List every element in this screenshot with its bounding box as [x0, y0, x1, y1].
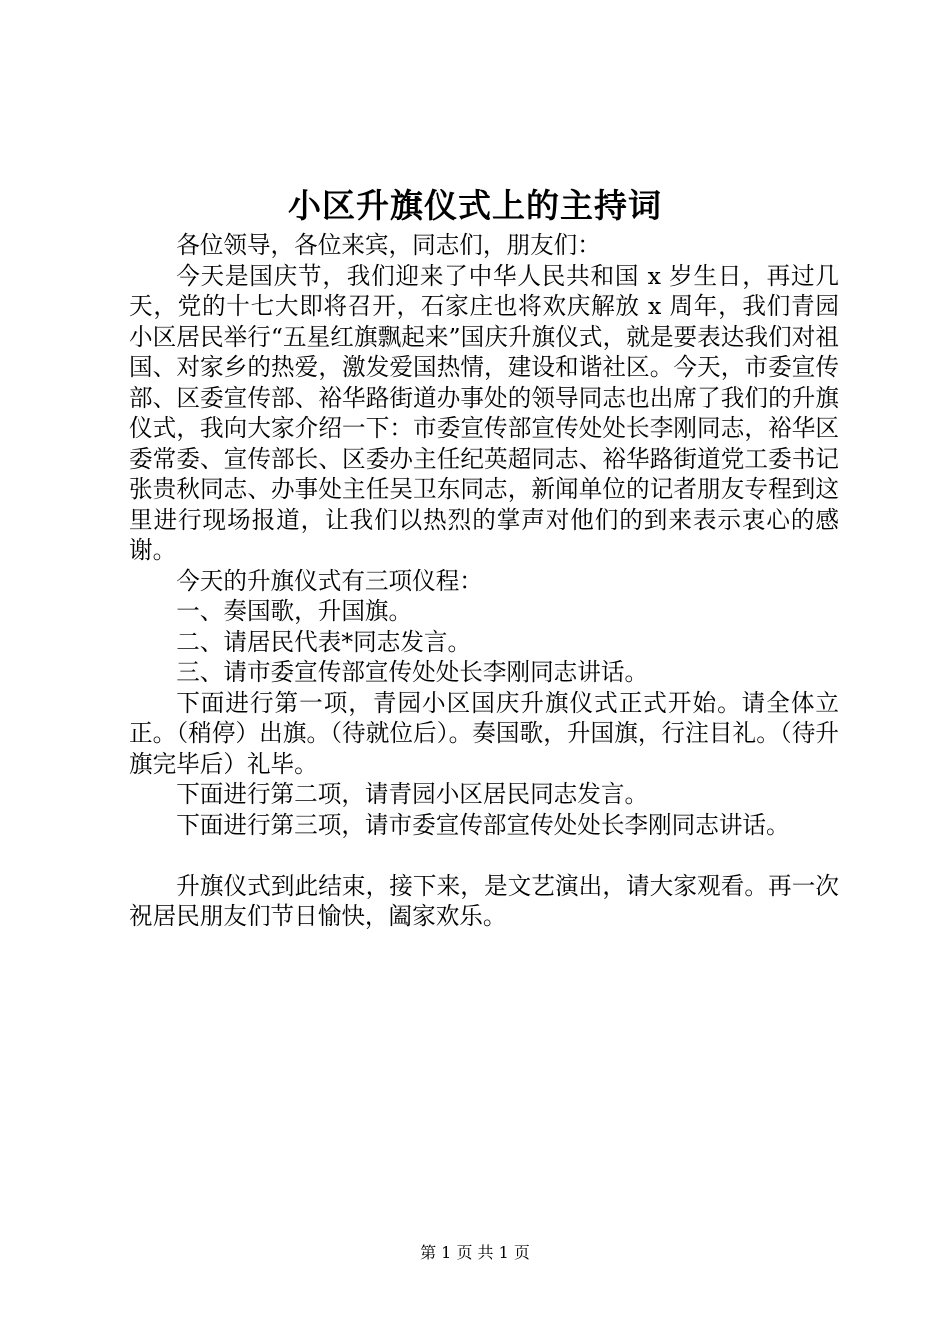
document-body — [129, 230, 839, 932]
step-2-paragraph: 下面进行第二项，请青园小区居民同志发言。 — [176, 780, 649, 808]
agenda-item-2: 二、请居民代表*同志发言。 — [176, 627, 472, 656]
greeting-paragraph: 各位领导，各位来宾，同志们，朋友们： — [176, 231, 601, 259]
agenda-item-3: 三、请市委宣传部宣传处处长李刚同志讲话。 — [176, 658, 649, 686]
closing-paragraph: 升旗仪式到此结束，接下来，是文艺演出，请大家观看。再一次祝居民朋友们节日愉快，阖家欢乐。 — [129, 871, 839, 930]
agenda-intro-paragraph: 今天的升旗仪式有三项仪程： — [176, 566, 483, 595]
document-title: 小区升旗仪式上的主持词 — [288, 186, 662, 225]
step-3-paragraph: 下面进行第三项，请市委宣传部宣传处处长李刚同志讲话。 — [176, 810, 790, 839]
introduction-paragraph: 今天是国庆节，我们迎来了中华人民共和国 x 岁生日，再过几天，党的十七大即将召开，石家庄也将欢庆解放 x 周年，我们青园小区居民举行“五星红旗飘起来”国庆升旗仪式，就是要表达我们对祖国、对家乡的热爱，激发爱国热情，建设和谐社区。今天，市委宣传部、区委宣传部、裕华路街道办事处的领导同志也出席了我们的升旗仪式，我向大家介绍一下：市委宣传部宣传处处长李刚同志，裕华区委常委、宣传部长、区委办主任纪英超同志、裕华路街道党工委书记张贵秋同志、办事处主任吴卫东同志，新闻单位的记者朋友专程到这里进行现场报道，让我们以热烈的掌声对他们的到来表示衷心的感谢。 — [129, 261, 839, 564]
step-1-paragraph: 下面进行第一项，青园小区国庆升旗仪式正式开始。请全体立正。（稍停）出旗。（待就位后）。奏国歌，升国旗，行注目礼。（待升旗完毕后）礼毕。 — [129, 688, 839, 778]
paragraph-spacer — [129, 840, 839, 871]
page-number-footer: 第 1 页 共 1 页 — [420, 1243, 530, 1262]
agenda-item-1: 一、奏国歌，升国旗。 — [176, 597, 413, 625]
